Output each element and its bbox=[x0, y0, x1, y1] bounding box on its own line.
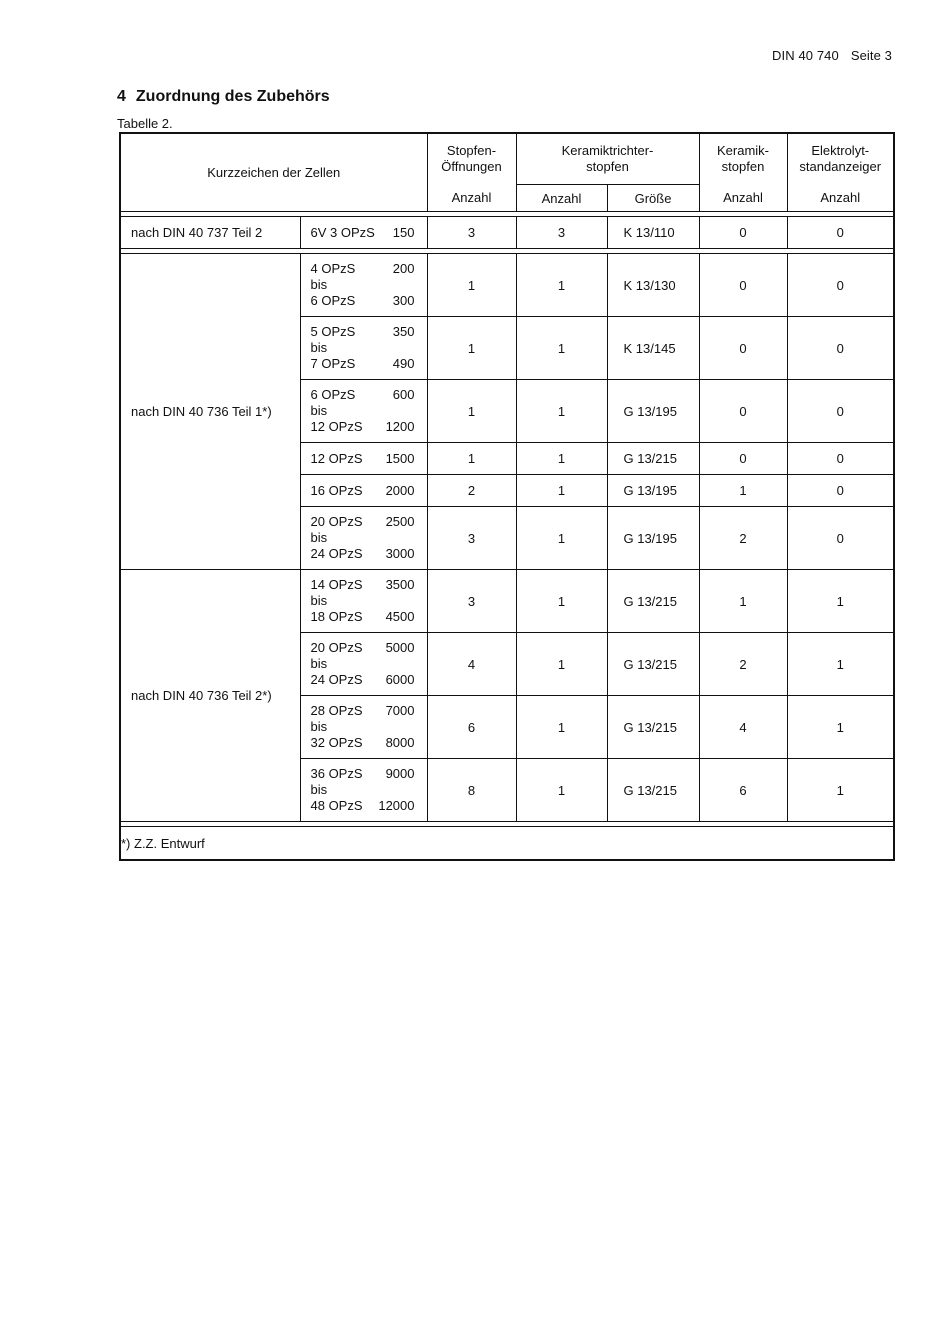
kurzzeichen-capacity: 600 bbox=[392, 387, 415, 402]
kurzzeichen-capacity: 350 bbox=[392, 324, 415, 339]
kurzzeichen-capacity: 300 bbox=[392, 293, 415, 308]
kurzzeichen-line bbox=[311, 293, 415, 309]
kurzzeichen-line bbox=[311, 514, 415, 530]
cell-kt-groesse: G 13/195 bbox=[607, 507, 699, 570]
subheader-kt-groesse: Größe bbox=[607, 185, 699, 212]
cell-kurzzeichen bbox=[300, 759, 427, 822]
cell-kt-anzahl: 1 bbox=[516, 380, 607, 443]
doc-number: DIN 40 740 bbox=[772, 48, 839, 63]
cell-kurzzeichen bbox=[300, 317, 427, 380]
cell-kt-groesse: K 13/130 bbox=[607, 254, 699, 317]
cell-stopfen-anzahl: 1 bbox=[427, 254, 516, 317]
kurzzeichen-line bbox=[311, 546, 415, 562]
kurzzeichen-line bbox=[311, 609, 415, 625]
kurzzeichen-type: 14 OPzS bbox=[310, 577, 363, 592]
cell-keramik-anzahl: 2 bbox=[699, 633, 787, 696]
kurzzeichen-line bbox=[311, 324, 415, 340]
cell-keramik-anzahl: 1 bbox=[699, 570, 787, 633]
kurzzeichen-type: bis bbox=[310, 530, 328, 545]
kurzzeichen-type: 24 OPzS bbox=[310, 546, 363, 561]
kurzzeichen-capacity: 9000 bbox=[385, 766, 415, 781]
kurzzeichen-line bbox=[311, 593, 415, 609]
cell-kt-groesse: G 13/195 bbox=[607, 475, 699, 507]
kurzzeichen-line bbox=[311, 703, 415, 719]
group-label-g2: nach DIN 40 736 Teil 1*) bbox=[120, 254, 300, 570]
kurzzeichen-line bbox=[311, 798, 415, 814]
header-elektrolyt bbox=[787, 133, 894, 185]
kurzzeichen-type: bis bbox=[310, 277, 328, 292]
header-kurzzeichen: Kurzzeichen der Zellen bbox=[120, 133, 427, 212]
kurzzeichen-capacity: 490 bbox=[392, 356, 415, 371]
section-title bbox=[117, 88, 330, 106]
section-title-text: Zuordnung des Zubehörs bbox=[135, 88, 330, 105]
cell-kurzzeichen bbox=[300, 443, 427, 475]
cell-stopfen-anzahl: 3 bbox=[427, 217, 516, 249]
kurzzeichen-type: 36 OPzS bbox=[310, 766, 363, 781]
cell-elektrolyt-anzahl: 1 bbox=[787, 759, 894, 822]
kurzzeichen-capacity: 8000 bbox=[385, 735, 415, 750]
cell-keramik-anzahl: 0 bbox=[699, 317, 787, 380]
kurzzeichen-type: 24 OPzS bbox=[310, 672, 363, 687]
kurzzeichen-line bbox=[311, 782, 415, 798]
cell-kurzzeichen bbox=[300, 507, 427, 570]
cell-keramik-anzahl: 1 bbox=[699, 475, 787, 507]
kurzzeichen-capacity: 5000 bbox=[385, 640, 415, 655]
kurzzeichen-capacity: 200 bbox=[392, 261, 415, 276]
cell-stopfen-anzahl: 4 bbox=[427, 633, 516, 696]
table-row bbox=[120, 217, 894, 249]
cell-kt-anzahl: 3 bbox=[516, 217, 607, 249]
cell-kt-groesse: G 13/215 bbox=[607, 696, 699, 759]
kurzzeichen-line bbox=[311, 451, 415, 467]
kurzzeichen-line bbox=[311, 277, 415, 293]
kurzzeichen-capacity: 4500 bbox=[385, 609, 415, 624]
cell-stopfen-anzahl: 8 bbox=[427, 759, 516, 822]
cell-elektrolyt-anzahl: 1 bbox=[787, 570, 894, 633]
cell-kt-groesse: G 13/215 bbox=[607, 570, 699, 633]
header-stopfen bbox=[427, 133, 516, 185]
kurzzeichen-type: bis bbox=[310, 340, 328, 355]
kurzzeichen-capacity: 1500 bbox=[385, 450, 415, 466]
cell-kt-anzahl: 1 bbox=[516, 254, 607, 317]
cell-keramik-anzahl: 0 bbox=[699, 254, 787, 317]
footnote: *) Z.Z. Entwurf bbox=[120, 827, 894, 861]
cell-kt-groesse: G 13/215 bbox=[607, 443, 699, 475]
kurzzeichen-type: 16 OPzS bbox=[310, 482, 363, 498]
cell-stopfen-anzahl: 3 bbox=[427, 507, 516, 570]
kurzzeichen-type: 18 OPzS bbox=[310, 609, 363, 624]
cell-kt-anzahl: 1 bbox=[516, 633, 607, 696]
kurzzeichen-type: 4 OPzS bbox=[310, 261, 356, 276]
kurzzeichen-type: 20 OPzS bbox=[310, 514, 363, 529]
header-elektrolyt-line2: standanzeiger bbox=[799, 159, 882, 175]
header-keramik-line2: stopfen bbox=[721, 159, 765, 175]
kurzzeichen-capacity: 150 bbox=[392, 224, 415, 240]
kurzzeichen-line bbox=[311, 766, 415, 782]
kurzzeichen-line bbox=[311, 719, 415, 735]
subheader-kt-anzahl: Anzahl bbox=[516, 185, 607, 212]
header-keramiktrichter-line2: stopfen bbox=[586, 159, 629, 174]
kurzzeichen-type: 7 OPzS bbox=[310, 356, 356, 371]
kurzzeichen-capacity: 7000 bbox=[385, 703, 415, 718]
cell-keramik-anzahl: 0 bbox=[699, 380, 787, 443]
header-keramik-line1: Keramik- bbox=[716, 143, 769, 159]
kurzzeichen-capacity: 1200 bbox=[385, 419, 415, 434]
cell-keramik-anzahl: 4 bbox=[699, 696, 787, 759]
header-stopfen-line1: Stopfen- bbox=[446, 143, 497, 159]
cell-keramik-anzahl: 0 bbox=[699, 443, 787, 475]
kurzzeichen-line bbox=[311, 261, 415, 277]
kurzzeichen-line bbox=[311, 656, 415, 672]
kurzzeichen-capacity: 12000 bbox=[378, 798, 415, 813]
cell-kt-anzahl: 1 bbox=[516, 443, 607, 475]
cell-elektrolyt-anzahl: 1 bbox=[787, 633, 894, 696]
accessory-table bbox=[119, 132, 895, 861]
section-number: 4 bbox=[117, 88, 126, 105]
kurzzeichen-type: bis bbox=[310, 593, 328, 608]
header-keramik bbox=[699, 133, 787, 185]
kurzzeichen-line bbox=[311, 419, 415, 435]
cell-kt-groesse: K 13/110 bbox=[607, 217, 699, 249]
kurzzeichen-type: bis bbox=[310, 719, 328, 734]
header-keramiktrichter bbox=[516, 133, 699, 185]
kurzzeichen-capacity: 3000 bbox=[385, 546, 415, 561]
cell-kt-groesse: K 13/145 bbox=[607, 317, 699, 380]
cell-keramik-anzahl: 6 bbox=[699, 759, 787, 822]
group-label-g1: nach DIN 40 737 Teil 2 bbox=[120, 217, 300, 249]
subheader-stopfen-anzahl: Anzahl bbox=[427, 185, 516, 212]
cell-keramik-anzahl: 2 bbox=[699, 507, 787, 570]
kurzzeichen-type: bis bbox=[310, 656, 328, 671]
cell-kt-anzahl: 1 bbox=[516, 475, 607, 507]
kurzzeichen-type: 12 OPzS bbox=[310, 419, 363, 434]
cell-kt-anzahl: 1 bbox=[516, 570, 607, 633]
kurzzeichen-type: 28 OPzS bbox=[310, 703, 363, 718]
kurzzeichen-line bbox=[311, 387, 415, 403]
subheader-keramik-anzahl: Anzahl bbox=[699, 185, 787, 212]
page-header bbox=[772, 48, 892, 63]
cell-elektrolyt-anzahl: 0 bbox=[787, 254, 894, 317]
cell-kurzzeichen bbox=[300, 475, 427, 507]
kurzzeichen-capacity: 2500 bbox=[385, 514, 415, 529]
cell-kurzzeichen bbox=[300, 217, 427, 249]
kurzzeichen-type: 48 OPzS bbox=[310, 798, 363, 813]
kurzzeichen-type: 12 OPzS bbox=[310, 450, 363, 466]
cell-kurzzeichen bbox=[300, 380, 427, 443]
cell-stopfen-anzahl: 1 bbox=[427, 443, 516, 475]
table-caption: Tabelle 2. bbox=[117, 116, 173, 131]
cell-stopfen-anzahl: 2 bbox=[427, 475, 516, 507]
cell-elektrolyt-anzahl: 0 bbox=[787, 507, 894, 570]
kurzzeichen-line bbox=[311, 735, 415, 751]
kurzzeichen-type: 5 OPzS bbox=[310, 324, 356, 339]
kurzzeichen-type: 6 OPzS bbox=[310, 293, 356, 308]
cell-elektrolyt-anzahl: 0 bbox=[787, 475, 894, 507]
kurzzeichen-line bbox=[311, 577, 415, 593]
cell-kt-anzahl: 1 bbox=[516, 317, 607, 380]
kurzzeichen-capacity: 6000 bbox=[385, 672, 415, 687]
footnote-row bbox=[120, 827, 894, 861]
cell-stopfen-anzahl: 1 bbox=[427, 380, 516, 443]
cell-kurzzeichen bbox=[300, 570, 427, 633]
kurzzeichen-type: 20 OPzS bbox=[310, 640, 363, 655]
page-label: Seite 3 bbox=[850, 48, 892, 63]
cell-stopfen-anzahl: 1 bbox=[427, 317, 516, 380]
cell-elektrolyt-anzahl: 0 bbox=[787, 317, 894, 380]
kurzzeichen-line bbox=[311, 483, 415, 499]
kurzzeichen-type: bis bbox=[310, 403, 328, 418]
cell-stopfen-anzahl: 6 bbox=[427, 696, 516, 759]
header-keramiktrichter-line1: Keramiktrichter- bbox=[561, 143, 654, 158]
table-row bbox=[120, 254, 894, 317]
kurzzeichen-line bbox=[311, 530, 415, 546]
kurzzeichen-type: 32 OPzS bbox=[310, 735, 363, 750]
kurzzeichen-type: bis bbox=[310, 782, 328, 797]
cell-stopfen-anzahl: 3 bbox=[427, 570, 516, 633]
kurzzeichen-type: 6V 3 OPzS bbox=[310, 224, 375, 240]
cell-kurzzeichen bbox=[300, 633, 427, 696]
group-label-g3: nach DIN 40 736 Teil 2*) bbox=[120, 570, 300, 822]
cell-kt-anzahl: 1 bbox=[516, 507, 607, 570]
kurzzeichen-capacity: 3500 bbox=[385, 577, 415, 592]
kurzzeichen-capacity: 2000 bbox=[385, 482, 415, 498]
cell-kt-groesse: G 13/215 bbox=[607, 633, 699, 696]
kurzzeichen-line bbox=[311, 356, 415, 372]
header-row bbox=[120, 133, 894, 185]
kurzzeichen-type: 6 OPzS bbox=[310, 387, 356, 402]
kurzzeichen-line bbox=[311, 403, 415, 419]
kurzzeichen-line bbox=[311, 672, 415, 688]
kurzzeichen-line bbox=[311, 225, 415, 241]
cell-kurzzeichen bbox=[300, 696, 427, 759]
header-stopfen-line2: Öffnungen bbox=[441, 159, 502, 175]
cell-elektrolyt-anzahl: 1 bbox=[787, 696, 894, 759]
cell-kt-groesse: G 13/215 bbox=[607, 759, 699, 822]
cell-kt-anzahl: 1 bbox=[516, 759, 607, 822]
cell-kt-anzahl: 1 bbox=[516, 696, 607, 759]
kurzzeichen-line bbox=[311, 340, 415, 356]
cell-elektrolyt-anzahl: 0 bbox=[787, 443, 894, 475]
subheader-elektrolyt-anzahl: Anzahl bbox=[787, 185, 894, 212]
cell-keramik-anzahl: 0 bbox=[699, 217, 787, 249]
cell-elektrolyt-anzahl: 0 bbox=[787, 217, 894, 249]
table-row bbox=[120, 570, 894, 633]
cell-kt-groesse: G 13/195 bbox=[607, 380, 699, 443]
cell-elektrolyt-anzahl: 0 bbox=[787, 380, 894, 443]
cell-kurzzeichen bbox=[300, 254, 427, 317]
header-elektrolyt-line1: Elektrolyt- bbox=[811, 143, 870, 159]
kurzzeichen-line bbox=[311, 640, 415, 656]
